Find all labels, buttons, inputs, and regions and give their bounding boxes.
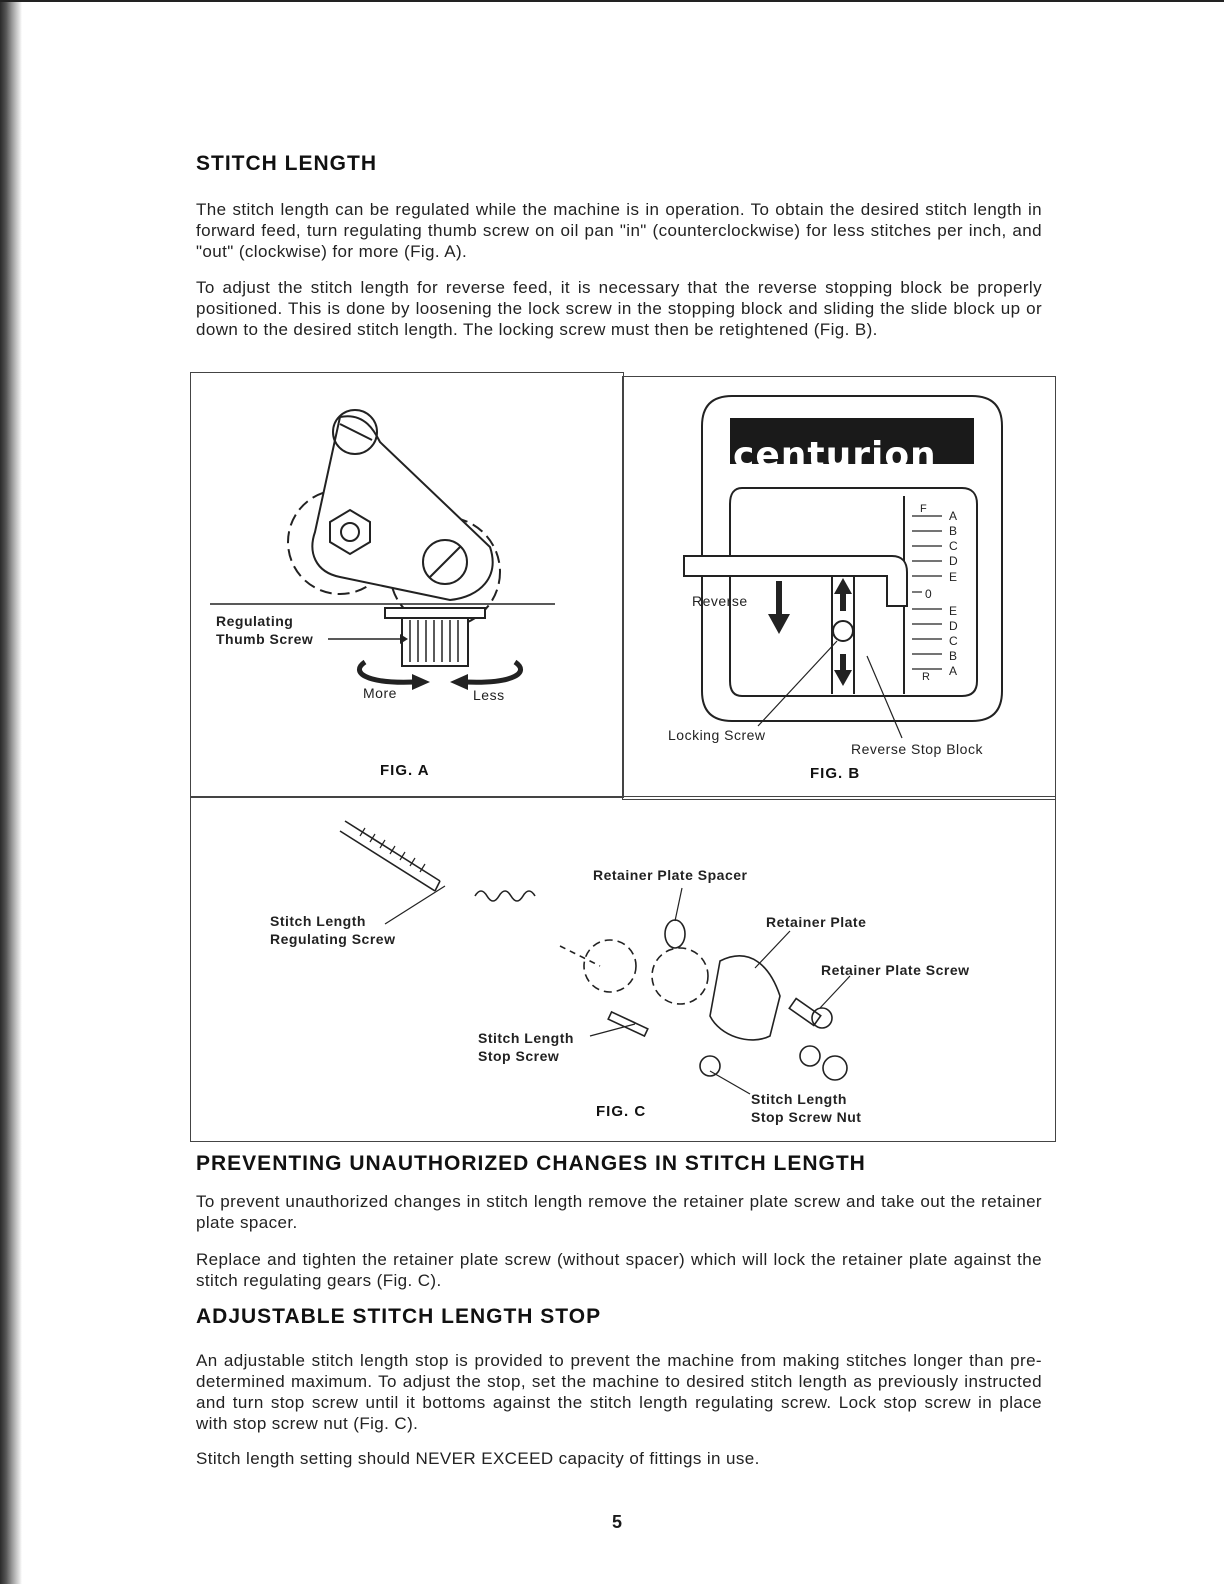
scale-lower-c: C <box>949 634 959 648</box>
label-more: More <box>363 685 397 701</box>
paragraph-stitch-length-2: To adjust the stitch length for reverse feed, it is necessary that the reverse stopping block be properly positioned. This is done by loosening the lock screw in the stopping block and sliding the slide block up or down to the desired stitch length. The locking screw must then be retightened (Fig. B). <box>196 278 1042 339</box>
scale-label-zero: 0 <box>925 587 933 601</box>
scale-label-f: F <box>920 503 928 515</box>
scale-upper-c: C <box>949 539 959 553</box>
paragraph-adjustable-1: An adjustable stitch length stop is provided to prevent the machine from making stitches longer than pre-determined maximum. To adjust the stop, set the machine to desired stitch length as previously instructed and turn stop screw until it bottoms against the stitch length regulating screw. Lock stop screw in place with stop screw nut (Fig. C). <box>196 1351 1042 1433</box>
top-rule <box>0 0 1224 2</box>
paragraph-stitch-length-1: The stitch length can be regulated while the machine is in operation. To obtain the desired stitch length in forward feed, turn regulating thumb screw on oil pan "in" (counterclockwise) for less stitches per inch, and "out" (clockwise) for more (Fig. A). <box>196 200 1042 261</box>
scan-edge <box>0 0 22 1584</box>
label-stitch-length-stop-screw-nut: Stitch Length Stop Screw Nut <box>751 1091 862 1125</box>
label-reverse: Reverse <box>692 593 748 609</box>
heading-adjustable-stop: ADJUSTABLE STITCH LENGTH STOP <box>196 1305 602 1328</box>
scale-lower-d: D <box>949 619 959 633</box>
caption-fig-c: FIG. C <box>596 1103 647 1120</box>
scale-lower-b: B <box>949 649 958 663</box>
label-retainer-plate: Retainer Plate <box>766 914 867 930</box>
brand-logo: centurion <box>733 435 937 476</box>
label-retainer-plate-spacer: Retainer Plate Spacer <box>593 867 748 883</box>
caption-fig-b: FIG. B <box>810 765 861 782</box>
label-less: Less <box>473 687 505 703</box>
scale-upper-e: E <box>949 570 958 584</box>
scale-upper-a: A <box>949 509 958 523</box>
paragraph-preventing-1: To prevent unauthorized changes in stitch length remove the retainer plate screw and take out the retainer plate spacer. <box>196 1192 1042 1232</box>
figure-a-drawing <box>190 372 622 796</box>
label-stitch-length-regulating-screw: Stitch Length Regulating Screw <box>270 913 396 947</box>
scale-lower-a: A <box>949 664 958 678</box>
scale-upper-d: D <box>949 554 959 568</box>
caption-fig-a: FIG. A <box>380 762 430 779</box>
label-locking-screw: Locking Screw <box>668 727 766 743</box>
paragraph-adjustable-2: Stitch length setting should NEVER EXCEED capacity of fittings in use. <box>196 1449 760 1468</box>
heading-stitch-length: STITCH LENGTH <box>196 152 377 175</box>
heading-preventing-changes: PREVENTING UNAUTHORIZED CHANGES IN STITCH LENGTH <box>196 1152 866 1175</box>
scale-upper-b: B <box>949 524 958 538</box>
paragraph-preventing-2: Replace and tighten the retainer plate screw (without spacer) which will lock the retainer plate against the stitch regulating gears (Fig. C). <box>196 1250 1042 1290</box>
scale-label-r: R <box>922 671 931 683</box>
label-regulating-thumb-screw: Regulating Thumb Screw <box>216 613 314 647</box>
label-retainer-plate-screw: Retainer Plate Screw <box>821 962 970 978</box>
label-stitch-length-stop-screw: Stitch Length Stop Screw <box>478 1030 574 1064</box>
scale-lower-e: E <box>949 604 958 618</box>
page-number: 5 <box>612 1512 623 1532</box>
label-reverse-stop-block: Reverse Stop Block <box>851 741 983 757</box>
